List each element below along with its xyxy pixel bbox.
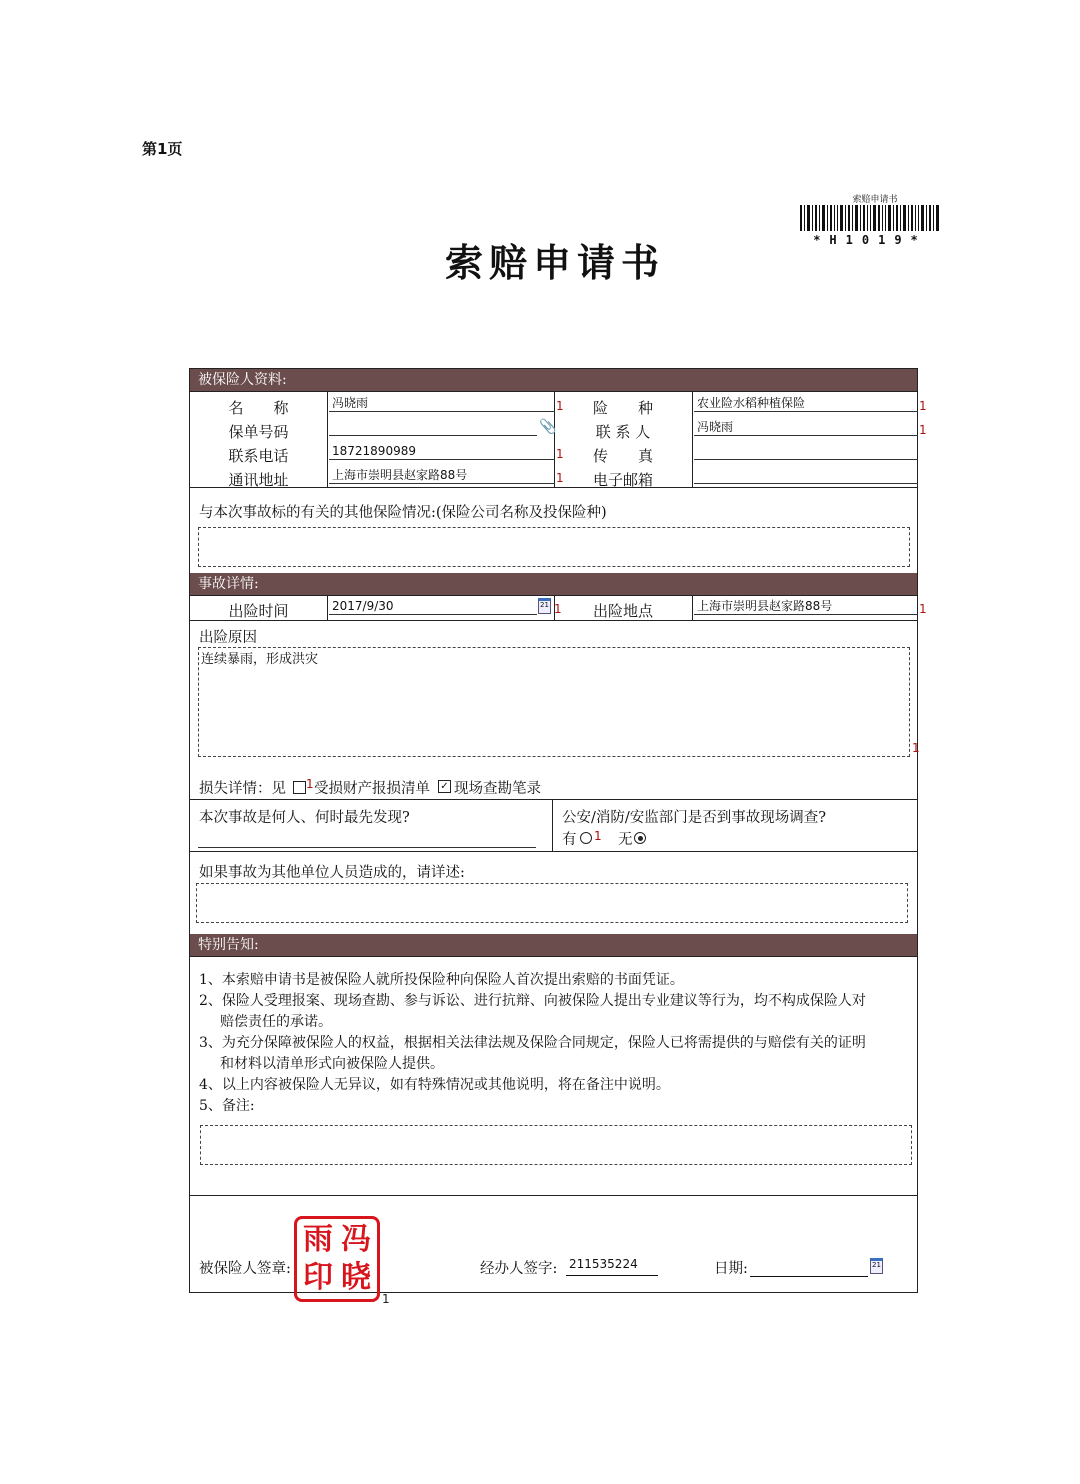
fax-field[interactable]: [694, 443, 918, 460]
cause-field[interactable]: [198, 647, 910, 757]
discovered-label: 本次事故是何人、何时最先发现?: [199, 810, 410, 826]
notice-item: 4、以上内容被保险人无异议，如有特殊情况或其他说明，将在备注中说明。: [199, 1077, 670, 1093]
insurance-type-field[interactable]: 农业险水稻种植保险: [694, 395, 918, 412]
date-label: 日期:: [714, 1261, 748, 1277]
contact-field[interactable]: 冯晓雨: [694, 419, 918, 436]
accident-section-header: 事故详情:: [190, 573, 917, 595]
police-no-radio[interactable]: [634, 832, 646, 844]
notice-item: 2、保险人受理报案、现场查勘、参与诉讼、进行抗辩、向被保险人提出专业建议等行为，均不构成保险人对: [199, 993, 866, 1009]
address-field[interactable]: 上海市崇明县赵家路88号: [329, 467, 555, 484]
page-label: 第1页: [142, 140, 183, 158]
loss-details-label: 损失详情：见: [199, 781, 286, 797]
contact-label: 联 系 人: [595, 423, 651, 441]
required-mark: 1: [556, 447, 564, 461]
survey-record-label: 现场查勘笔录: [454, 781, 541, 797]
insured-section-header: 被保险人资料:: [190, 369, 917, 391]
third-party-label: 如果事故为其他单位人员造成的，请详述:: [199, 865, 465, 881]
policy-no-field[interactable]: [329, 419, 537, 436]
policy-no-label: 保单号码: [228, 423, 289, 441]
page-title: 索赔申请书: [444, 240, 665, 285]
required-mark: 1: [382, 1292, 390, 1306]
handler-label: 经办人签字:: [480, 1261, 558, 1277]
notice-item: 和材料以清单形式向被保险人提供。: [220, 1056, 444, 1072]
calendar-icon[interactable]: 21: [538, 598, 551, 614]
accident-time-label: 出险时间: [228, 602, 289, 620]
paperclip-icon[interactable]: 📎: [539, 419, 557, 435]
required-mark: 1: [919, 423, 927, 437]
third-party-field[interactable]: [196, 883, 908, 923]
police-yes-radio[interactable]: [580, 832, 592, 844]
seal-char: 印: [303, 1260, 333, 1295]
name-field[interactable]: 冯晓雨: [329, 395, 555, 412]
required-mark: 1: [594, 829, 602, 843]
required-mark: 1: [919, 602, 927, 616]
insured-seal: [294, 1216, 380, 1302]
calendar-icon[interactable]: 21: [870, 1258, 883, 1274]
accident-place-field[interactable]: 上海市崇明县赵家路88号: [694, 598, 918, 615]
date-field[interactable]: [750, 1257, 868, 1277]
required-mark: 1: [556, 471, 564, 485]
police-no-label: 无: [618, 832, 633, 848]
name-label: 名 称: [228, 399, 289, 417]
cause-text: 连续暴雨，形成洪灾: [201, 652, 319, 667]
barcode-code: *H1019*: [813, 233, 927, 247]
loss-list-checkbox[interactable]: [293, 781, 306, 794]
police-yes-label: 有: [562, 832, 577, 848]
fax-label: 传 真: [592, 447, 653, 465]
other-insurance-field[interactable]: [198, 527, 910, 567]
notice-list: [199, 970, 914, 1117]
insurance-type-label: 险 种: [592, 399, 653, 417]
seal-char: 冯: [341, 1222, 371, 1257]
discovered-field[interactable]: [198, 847, 536, 848]
seal-char: 雨: [303, 1222, 333, 1257]
phone-label: 联系电话: [228, 447, 289, 465]
required-mark: 1: [912, 741, 920, 755]
claim-form: [189, 368, 927, 1293]
notice-item: 3、为充分保障被保险人的权益，根据相关法律法规及保险合同规定，保险人已将需提供的与赔偿有关的证明: [199, 1035, 866, 1051]
survey-record-checkbox[interactable]: ✓: [438, 780, 451, 793]
handler-field[interactable]: 211535224: [566, 1256, 658, 1276]
required-mark: 1: [556, 399, 564, 413]
email-label: 电子邮箱: [592, 471, 653, 489]
police-label: 公安/消防/安监部门是否到事故现场调查?: [562, 810, 827, 826]
remarks-field[interactable]: [200, 1125, 912, 1165]
seal-char: 晓: [341, 1260, 371, 1295]
notice-item: 赔偿责任的承诺。: [220, 1014, 332, 1030]
accident-time-field[interactable]: 2017/9/30: [329, 598, 537, 615]
barcode-caption: 索赔申请书: [852, 195, 898, 205]
required-mark: 1: [306, 777, 314, 791]
required-mark: 1: [554, 602, 562, 616]
barcode-bars-icon: [800, 205, 940, 231]
insured-seal-label: 被保险人签章:: [199, 1261, 291, 1277]
address-label: 通讯地址: [228, 471, 289, 489]
other-insurance-label: 与本次事故标的有关的其他保险情况:(保险公司名称及投保险种): [199, 505, 607, 521]
email-field[interactable]: [694, 467, 918, 484]
notice-item: 5、备注:: [199, 1098, 255, 1114]
loss-list-label: 受损财产报损清单: [314, 781, 430, 797]
phone-field[interactable]: 18721890989: [329, 443, 555, 460]
cause-label: 出险原因: [199, 630, 257, 646]
accident-place-label: 出险地点: [592, 602, 653, 620]
required-mark: 1: [919, 399, 927, 413]
notice-section-header: 特别告知:: [190, 934, 917, 956]
notice-item: 1、本索赔申请书是被保险人就所投保险种向保险人首次提出索赔的书面凭证。: [199, 972, 684, 988]
